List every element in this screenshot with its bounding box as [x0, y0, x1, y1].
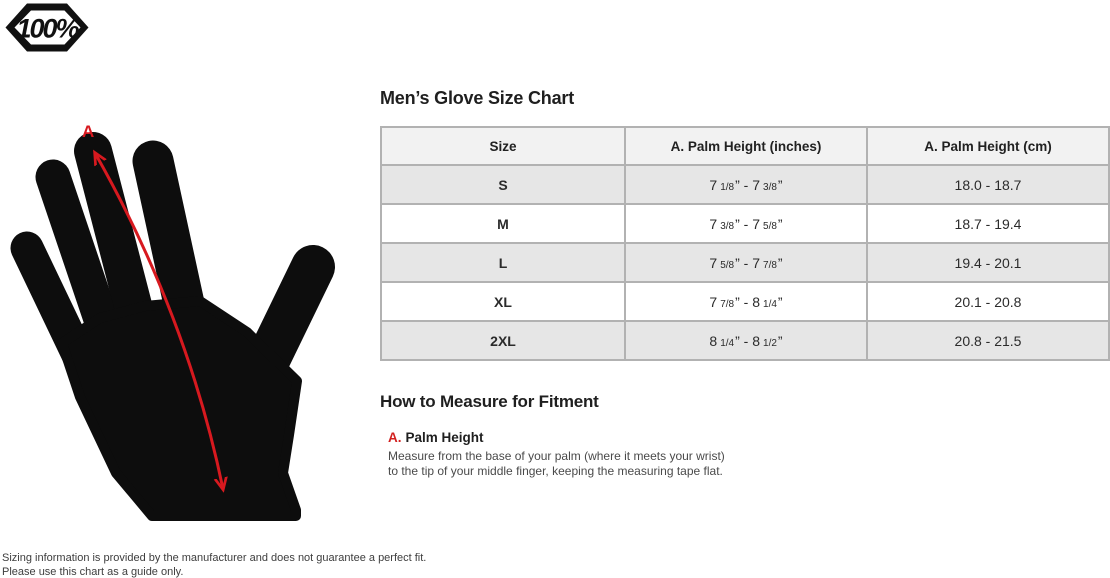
table-row	[381, 204, 1109, 243]
cell-size: S	[381, 165, 625, 204]
column-header: A. Palm Height (cm)	[867, 127, 1109, 165]
measure-item-palm-height	[388, 430, 1110, 479]
size-chart-table-body	[381, 165, 1109, 360]
cell-palm-height-inches: 8 1/4” - 8 1/2”	[625, 321, 867, 360]
cell-size: 2XL	[381, 321, 625, 360]
cell-palm-height-cm: 20.8 - 21.5	[867, 321, 1109, 360]
column-header: A. Palm Height (inches)	[625, 127, 867, 165]
measure-heading: How to Measure for Fitment	[380, 392, 599, 411]
cell-size: L	[381, 243, 625, 282]
measure-item-key: A.	[388, 430, 402, 445]
cell-palm-height-cm: 19.4 - 20.1	[867, 243, 1109, 282]
table-row	[381, 243, 1109, 282]
cell-size: M	[381, 204, 625, 243]
cell-palm-height-cm: 18.0 - 18.7	[867, 165, 1109, 204]
cell-palm-height-cm: 18.7 - 19.4	[867, 204, 1109, 243]
table-row	[381, 321, 1109, 360]
sizing-disclaimer-line1: Sizing information is provided by the manufacturer and does not guarantee a perfect fit.	[2, 552, 427, 564]
brand-logo	[5, 3, 89, 52]
brand-logo-text: 100%	[16, 13, 78, 44]
measurement-label-a: A	[82, 122, 95, 141]
size-chart-title: Men’s Glove Size Chart	[380, 88, 574, 108]
table-row	[381, 282, 1109, 321]
measure-item-description: Measure from the base of your palm (where it meets your wrist) to the tip of your middle finger, keeping the measuring tape flat.	[388, 449, 725, 478]
hand-silhouette	[0, 85, 380, 540]
cell-size: XL	[381, 282, 625, 321]
cell-palm-height-cm: 20.1 - 20.8	[867, 282, 1109, 321]
size-guide-content	[380, 85, 1110, 479]
cell-palm-height-inches: 7 3/8” - 7 5/8”	[625, 204, 867, 243]
size-chart-table-head	[381, 127, 1109, 165]
measure-item-label	[388, 430, 1110, 446]
table-row	[381, 165, 1109, 204]
sizing-disclaimer	[2, 551, 426, 578]
cell-palm-height-inches: 7 1/8” - 7 3/8”	[625, 165, 867, 204]
column-header: Size	[381, 127, 625, 165]
sizing-disclaimer-line2: Please use this chart as a guide only.	[2, 566, 184, 578]
hand-measurement-diagram	[0, 85, 380, 540]
measure-item-name: Palm Height	[405, 430, 484, 445]
cell-palm-height-inches: 7 5/8” - 7 7/8”	[625, 243, 867, 282]
brand-logo-icon	[5, 3, 89, 52]
size-chart-table	[380, 126, 1110, 361]
cell-palm-height-inches: 7 7/8” - 8 1/4”	[625, 282, 867, 321]
